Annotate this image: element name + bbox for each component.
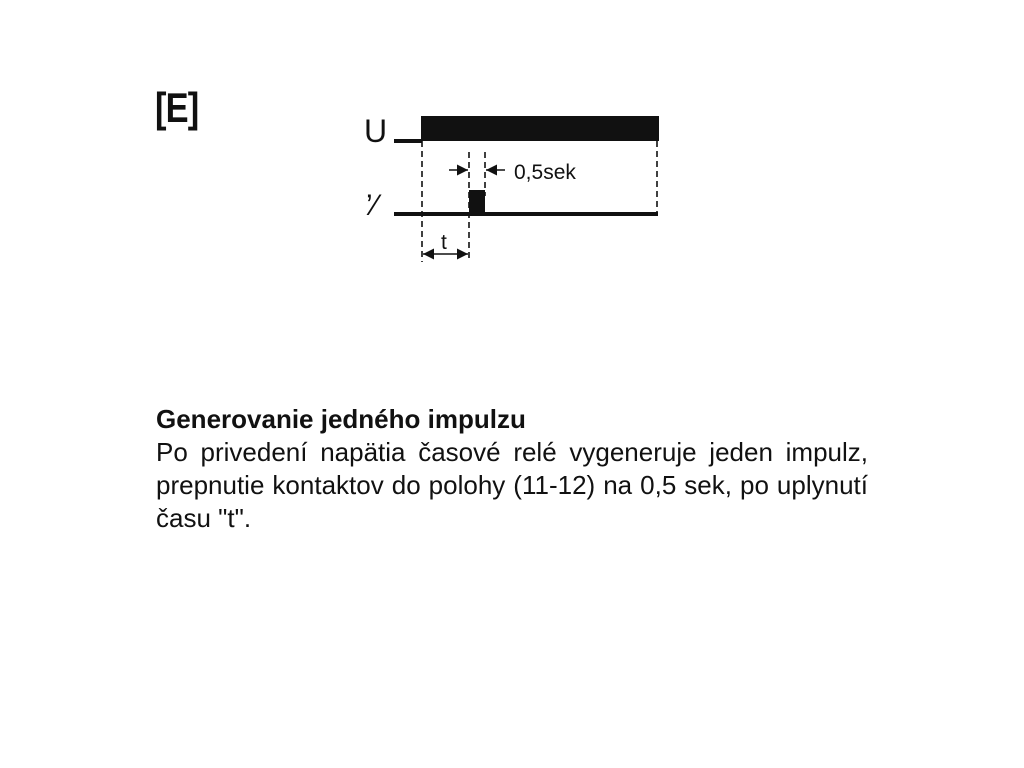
mode-tag: [E] (155, 84, 199, 131)
description (156, 403, 868, 535)
description-body: Po privedení napätia časové relé vygeneruje jeden impulz, prepnutie kontaktov do polohy (11-12) na 0,5 sek, po uplynutí času "t". (156, 437, 868, 533)
delay-label: t (441, 231, 447, 254)
contact-pulse (469, 190, 485, 215)
supply-high-bar (421, 116, 659, 141)
contact-symbol: ’⁄ (366, 189, 378, 222)
description-title: Generovanie jedného impulzu (156, 404, 526, 434)
supply-label: U (364, 113, 388, 149)
pulse-width-label: 0,5sek (514, 161, 576, 184)
